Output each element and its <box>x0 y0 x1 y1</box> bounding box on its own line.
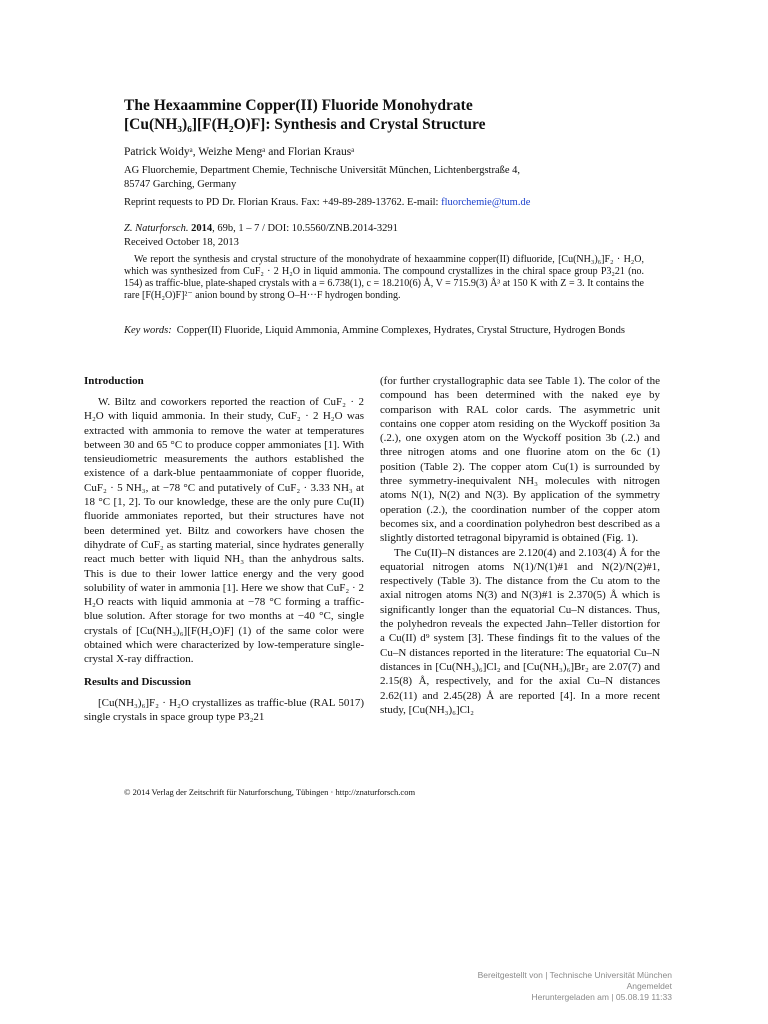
stamp-provider: Bereitgestellt von | Technische Universität München <box>477 970 672 980</box>
citation-year: 2014 <box>191 223 213 234</box>
stamp-downloaded: Heruntergeladen am | 05.08.19 11:33 <box>531 992 672 1002</box>
introduction-heading: Introduction <box>84 375 144 387</box>
affiliation <box>124 164 664 192</box>
abstract: We report the synthesis and crystal structure of the monohydrate of hexaammine copper(II) difluoride, [Cu(NH₃)₆]F₂ · H₂O, which was synthesized from CuF₂ · 2 H₂O in liquid ammonia. The compound crystallizes in the chiral space group P3₂21 (no. 154) as traffic-blue, plate-shaped crystals with a = 6.738(1), c = 18.210(6) Å, V = 715.9(3) Å³ at 150 K with Z = 3. It contains the rare [F(H₂O)F]²⁻ anion bound by strong O–H···F hydrogen bonding. <box>124 254 644 301</box>
reprint-text: Reprint requests to PD Dr. Florian Kraus. Fax: +49-89-289-13762. E-mail: <box>124 197 442 208</box>
title-line-2: [Cu(NH₃)₆][F(H₂O)F]: Synthesis and Crystal Structure <box>124 116 486 133</box>
author-list: Patrick Woidyᵃ, Weizhe Mengᵃ and Florian Krausᵃ <box>124 146 355 158</box>
received-date: Received October 18, 2013 <box>124 237 239 248</box>
citation-line <box>124 222 664 236</box>
citation-block <box>124 222 664 250</box>
left-column <box>84 374 364 724</box>
citation-details: , 69b, 1 – 7 / DOI: 10.5560/ZNB.2014-3291 <box>212 223 398 234</box>
stamp-login: Angemeldet <box>626 981 672 991</box>
results-heading: Results and Discussion <box>84 675 191 688</box>
email-link[interactable]: fluorchemie@tum.de <box>441 197 531 208</box>
results-paragraph: [Cu(NH₃)₆]F₂ · H₂O crystallizes as traffic-blue (RAL 5017) single crystals in space group type P3₂21 <box>84 696 364 723</box>
reprint-requests <box>124 196 684 210</box>
title-line-1: The Hexaammine Copper(II) Fluoride Monohydrate <box>124 97 473 114</box>
right-column <box>380 374 660 717</box>
right-paragraph-1: (for further crystallographic data see Table 1). The color of the compound has been determined with the naked eye by comparison with RAL color cards. The asymmetric unit contains one copper atom residing on the Wyckoff position 3a (.2.), one oxygen atom on the Wyckoff position 3b (.2.) and three nitrogen atoms and one fluorine atom on the 6c (1) position (Table 2). The copper atom Cu(1) is surrounded by three symmetry-inequivalent NH₃ molecules with nitrogen atoms N(1), N(2) and N(3). By application of the symmetry operation (.2.), the coordination number of the copper atom becomes six, and a coordination polyhedron best described as a slightly distorted tetragonal bipyramid is obtained (Fig. 1). <box>380 375 660 545</box>
keywords-list: Copper(II) Fluoride, Liquid Ammonia, Ammine Complexes, Hydrates, Crystal Structure, Hydrogen Bonds <box>176 325 625 336</box>
copyright-notice: © 2014 Verlag der Zeitschrift für Naturforschung, Tübingen · http://znaturforsch.com <box>124 787 416 797</box>
introduction-paragraph: W. Biltz and coworkers reported the reaction of CuF₂ · 2 H₂O with liquid ammonia. In their study, CuF₂ · 2 H₂O was extracted with ammonia to remove the water at temperatures between 30 and 65 °C to produce copper ammoniates [1]. With tensieudiometric measurements the authors established the existence of a dark-blue pentaammoniate of copper fluoride, CuF₂ · 5 NH₃, at −78 °C and putatively of CuF₂ · 3.33 NH₃ at 18 °C [1, 2]. To our knowledge, these are the only pure Cu(II) fluoride ammoniates reported, but their structures have not been determined yet. Biltz and coworkers have chosen the dihydrate of CuF₂ as starting material, since hydrates generally react much better with liquid NH₃ than the anhydrous salts. This is due to their lower lattice energy and the very good solubility of water in ammonia [1]. Here we show that CuF₂ · 2 H₂O reacts with liquid ammonia at −78 °C forming a traffic-blue solution. After storage for two months at −40 °C, single crystals of [Cu(NH₃)₆][F(H₂O)F] (1) of the same color were obtained which were characterized by low-temperature single-crystal X-ray diffraction. <box>84 396 364 666</box>
affiliation-line-1: AG Fluorchemie, Department Chemie, Technische Universität München, Lichtenbergstraße 4, <box>124 165 521 176</box>
paper-title <box>124 96 664 134</box>
citation-journal: Z. Naturforsch. <box>124 223 189 234</box>
download-stamp <box>372 970 672 1003</box>
keywords-label: Key words: <box>124 325 172 336</box>
affiliation-line-2: 85747 Garching, Germany <box>124 179 237 190</box>
keywords <box>124 324 644 338</box>
right-paragraph-2: The Cu(II)–N distances are 2.120(4) and 2.103(4) Å for the equatorial nitrogen atoms N(1)/N(1)#1 and N(2)/N(2)#1, respectively (Table 3). The distance from the Cu atom to the axial nitrogen atoms N(3) and N(3)#1 is 2.370(5) Å which is significantly longer than the equatorial Cu–N distances. Thus, the polyhedron reveals the expected Jahn–Teller distortion for a Cu(II) d⁹ system [3]. These findings fit to the values of the Cu–N distances reported in the literature: The equatorial Cu–N distances in [Cu(NH₃)₆]Cl₂ and [Cu(NH₃)₆]Br₂ are 2.07(7) and 2.15(8) Å, respectively, and for the axial Cu–N distances 2.62(11) and 2.45(28) Å are reported [4]. In a more recent study, [Cu(NH₃)₆]Cl₂ <box>380 546 660 716</box>
